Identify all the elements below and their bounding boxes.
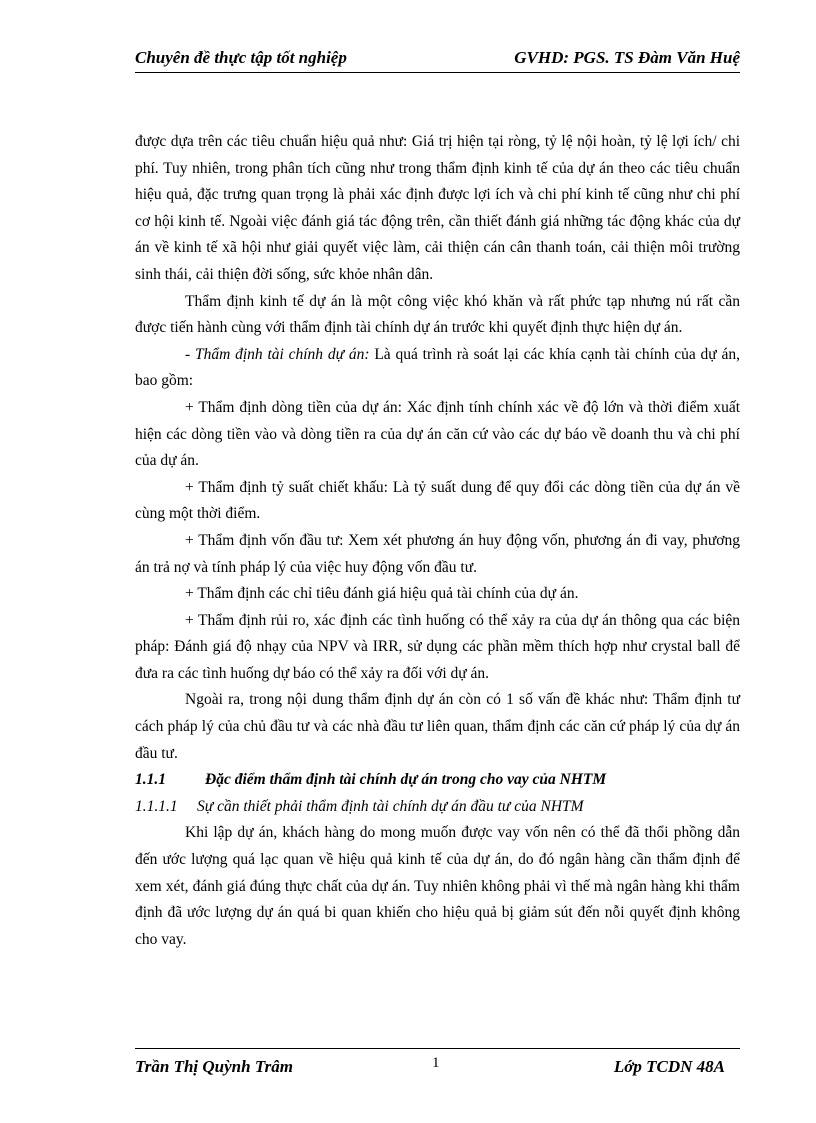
section-title: Đặc điểm thẩm định tài chính dự án trong cho vay của NHTM	[205, 771, 607, 789]
paragraph-text: Là quá trình rà soát lại các khía cạnh tài chính của dự án, bao gồm:	[135, 345, 740, 390]
header-advisor: GVHD: PGS. TS Đàm Văn Huệ	[514, 48, 740, 67]
header-title: Chuyên đề thực tập tốt nghiệp	[135, 48, 347, 67]
paragraph: + Thẩm định tỷ suất chiết khấu: Là tỷ suất dung để quy đổi các dòng tiền của dự án về cùng một thời điểm.	[135, 478, 740, 523]
paragraph: Khi lập dự án, khách hàng do mong muốn được vay vốn nên có thể đã thổi phồng dẫn đến ước lượng quá lạc quan về hiệu quả kinh tế của dự án, do đó ngân hàng cần thẩm định để xem xét, đánh giá đúng thực chất của dự án. Tuy nhiên không phải vì thế mà ngân hàng khi thẩm định đã ước lượng dự án quá bi quan khiến cho hiệu quả bị giảm sút đến nỗi quyết định không cho vay.	[135, 824, 740, 948]
paragraph: Thẩm định kinh tế dự án là một công việc khó khăn và rất phức tạp nhưng nú rất cần được tiến hành cùng với thẩm định tài chính dự án trước khi quyết định thực hiện dự án.	[135, 292, 740, 337]
section-heading	[135, 767, 740, 794]
paragraph: + Thẩm định dòng tiền của dự án: Xác định tính chính xác về độ lớn và thời điểm xuất hiện các dòng tiền vào và dòng tiền ra của dự án căn cứ vào các dự báo về doanh thu và chi phí của dự án.	[135, 398, 740, 470]
paragraph: + Thẩm định các chỉ tiêu đánh giá hiệu quả tài chính của dự án.	[185, 585, 579, 603]
footer-author: Trần Thị Quỳnh Trâm	[135, 1057, 293, 1076]
paragraph: Ngoài ra, trong nội dung thẩm định dự án còn có 1 số vấn đề khác như: Thẩm định tư cách pháp lý của chủ đầu tư và các nhà đầu tư liên quan, thẩm định các căn cứ pháp lý của dự án đầu tư.	[135, 691, 740, 762]
subsection-heading	[135, 794, 740, 821]
term-label: - Thẩm định tài chính dự án:	[185, 345, 370, 363]
page-header	[135, 48, 740, 73]
paragraph: + Thẩm định rủi ro, xác định các tình huống có thể xảy ra của dự án thông qua các biện pháp: Đánh giá độ nhạy của NPV và IRR, sử dụng các phần mềm thích hợp như crystal ball để đưa ra các tình huống dự báo có thể xảy ra đối với dự án.	[135, 611, 740, 682]
paragraph: + Thẩm định vốn đầu tư: Xem xét phương án huy động vốn, phương án đi vay, phương án trả nợ và tính pháp lý của việc huy động vốn đầu tư.	[135, 531, 740, 576]
footer-class: Lớp TCDN 48A	[613, 1057, 725, 1076]
section-number: 1.1.1	[135, 771, 166, 789]
subsection-title: Sự cần thiết phải thẩm định tài chính dự án đầu tư của NHTM	[197, 797, 584, 815]
paragraph: được dựa trên các tiêu chuẩn hiệu quả như: Giá trị hiện tại ròng, tỷ lệ nội hoàn, tỷ lệ lợi ích/ chi phí. Tuy nhiên, trong phân tích cũng như trong thẩm định kinh tế của dự án theo các tiêu chuẩn hiệu quả, đặc trưng quan trọng là phải xác định được lợi ích và chi phí kinh tế cũng như chi phí cơ hội kinh tế. Ngoài việc đánh giá tác động trên, cần thiết đánh giá những tác động khác của dự án về kinh tế xã hội như giải quyết việc làm, cải thiện cán cân thanh toán, cải thiện môi trường sinh thái, cải thiện đời sống, sức khỏe nhân dân.	[135, 133, 740, 283]
subsection-number: 1.1.1.1	[135, 797, 178, 815]
page-footer	[135, 1048, 740, 1079]
paragraph	[135, 342, 740, 395]
document-body	[135, 129, 740, 953]
page-number: 1	[432, 1055, 440, 1071]
